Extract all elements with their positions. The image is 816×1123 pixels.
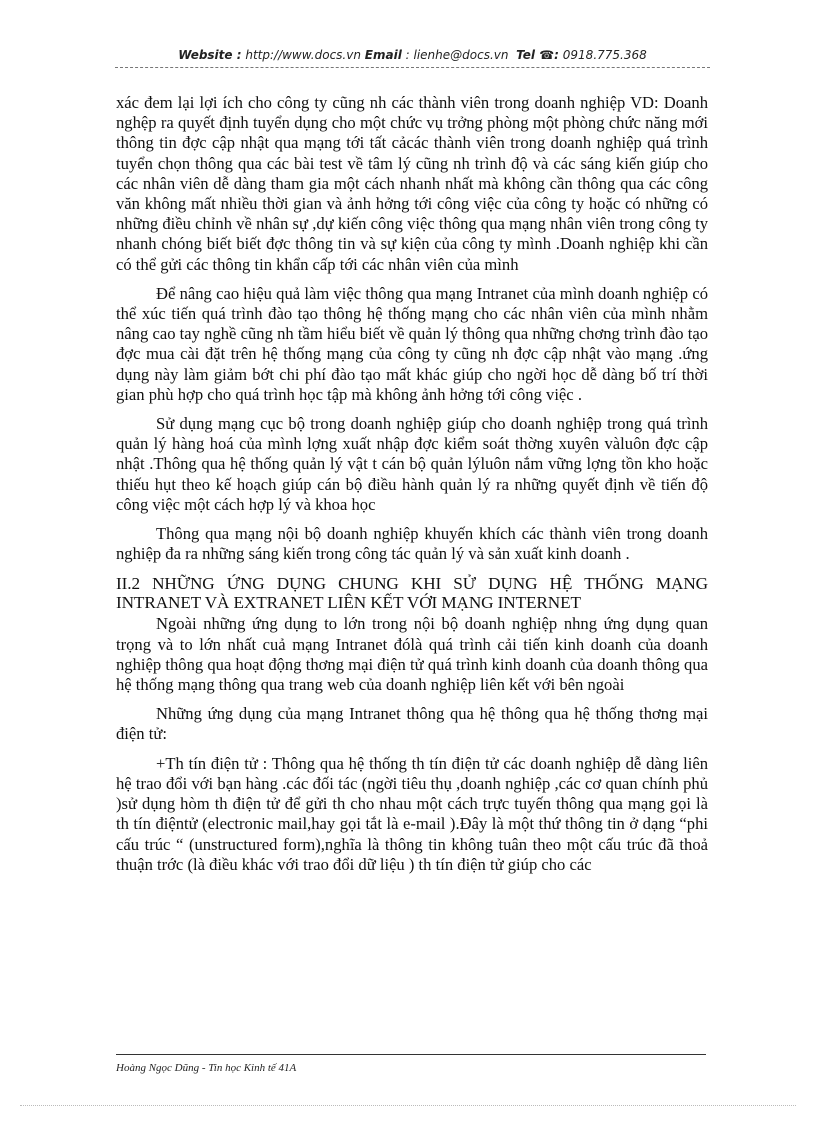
footer-divider	[116, 1054, 706, 1055]
tel-value: 0918.775.368	[562, 48, 647, 62]
page-footer: Hoàng Ngọc Dũng - Tin học Kinh tế 41A	[116, 1062, 297, 1074]
website-url[interactable]: http://www.docs.vn	[245, 48, 361, 62]
tel-label: Tel ☎:	[516, 48, 559, 62]
page-header	[115, 48, 710, 68]
paragraph-4: Thông qua mạng nội bộ doanh nghiệp khuyến khích các thành viên trong doanh nghiệp đa ra những sáng kiến trong công tác quản lý và sản xuất kinh doanh .	[116, 524, 708, 564]
email-label: Email	[364, 48, 402, 62]
paragraph-5: Ngoài những ứng dụng to lớn trong nội bộ doanh nghiệp nhng ứng dụng quan trọng và to lớn nhất cuả mạng Intranet đólà quá trình cải tiến kinh doanh của doanh nghiệp thông qua hoạt động thơng mại điện tử quá trình kinh doanh của doanh thông qua hệ thống mạng thông qua trang web của doanh nghiệp liên kết với bên ngoài	[116, 614, 708, 695]
paragraph-2: Để nâng cao hiệu quả làm việc thông qua mạng Intranet của mình doanh nghiệp có thể xúc tiến quá trình đào tạo thông hệ thống mạng cho các nhân viên của mình nhằm nâng cao tay nghề cũng nh tầm hiểu biết về quản lý thông qua những chơng trình đào tạo đợc mua cài đặt trên hệ thống mạng của công ty cũng nh đợc cập nhật vào mạng .ứng dụng này làm giảm bớt chi phí đào tạo mất khác giúp cho ngời học dễ dàng bố trí thời gian phù hợp cho quá trình học tập mà không ảnh hởng tới công việc .	[116, 283, 708, 404]
document-body	[116, 93, 708, 875]
email-value[interactable]: : lienhe@docs.vn	[405, 48, 509, 62]
header-divider	[115, 67, 710, 68]
website-label: Website :	[178, 48, 242, 62]
paragraph-6: Những ứng dụng của mạng Intranet thông qua hệ thông qua hệ thống thơng mại điện tử:	[116, 704, 708, 744]
page-edge	[20, 1105, 796, 1106]
paragraph-7: +Th tín điện tử : Thông qua hệ thống th tín điện tử các doanh nghiệp dễ dàng liên hệ trao đổi với bạn hàng .các đối tác (ngời tiêu thụ ,doanh nghiệp ,các cơ quan chính phủ )sử dụng hòm th điện tử để gửi th cho nhau một cách trực tuyến thông qua mạng gọi là th tín điệntử (electronic mail,hay gọi tắt là e-mail ).Đây là một thứ thông tin ở dạng “phi cấu trúc “ (unstructured form),nghĩa là thông tin không tuân theo một cấu trúc đã thoả thuận trớc (là điều khác với trao đổi dữ liệu ) th tín điện tử giúp cho các	[116, 753, 708, 874]
section-heading: II.2 NHỮNG ỨNG DỤNG CHUNG KHI SỬ DỤNG HỆ THỐNG MẠNG INTRANET VÀ EXTRANET LIÊN KẾT VỚI MẠNG INTERNET	[116, 574, 708, 613]
paragraph-3: Sử dụng mạng cục bộ trong doanh nghiệp giúp cho doanh nghiệp trong quá trình quản lý hàng hoá của mình lợng xuất nhập đợc kiểm soát thờng xuyên vàluôn đợc cập nhật .Thông qua hệ thống quản lý vật t cán bộ quản lýluôn nắm vững lợng tồn kho hoặc thiếu hụt theo kế hoạch giúp cán bộ điều hành quản lý ra những quyết định về tiến độ công việc một cách hợp lý và khoa học	[116, 414, 708, 514]
paragraph-1: xác đem lại lợi ích cho công ty cũng nh các thành viên trong doanh nghiệp VD: Doanh nghệp ra quyết định tuyển dụng cho một chức vụ trởng phòng một phòng chức năng mới thông tin đợc cập nhật qua mạng tới tất cảcác thành viên trong doanh nghiệp quá trình tuyển chọn thông qua các bài test về tâm lý cũng nh trình độ và các sáng kiến giúp cho các nhân viên dễ dàng tham gia một cách nhanh nhất mà không cần thông qua các công văn không mất nhiều thời gian và ảnh hởng tới công việc của công ty hoặc có những có những điều chỉnh về nhân sự ,dự kiến công việc thông qua mạng nhân viên trong công ty nhanh chóng biết biết đợc thông tin và sự kiện của công ty mình .Doanh nghiệp khi cần có thể gửi các thông tin khẩn cấp tới các nhân viên của mình	[116, 93, 708, 274]
